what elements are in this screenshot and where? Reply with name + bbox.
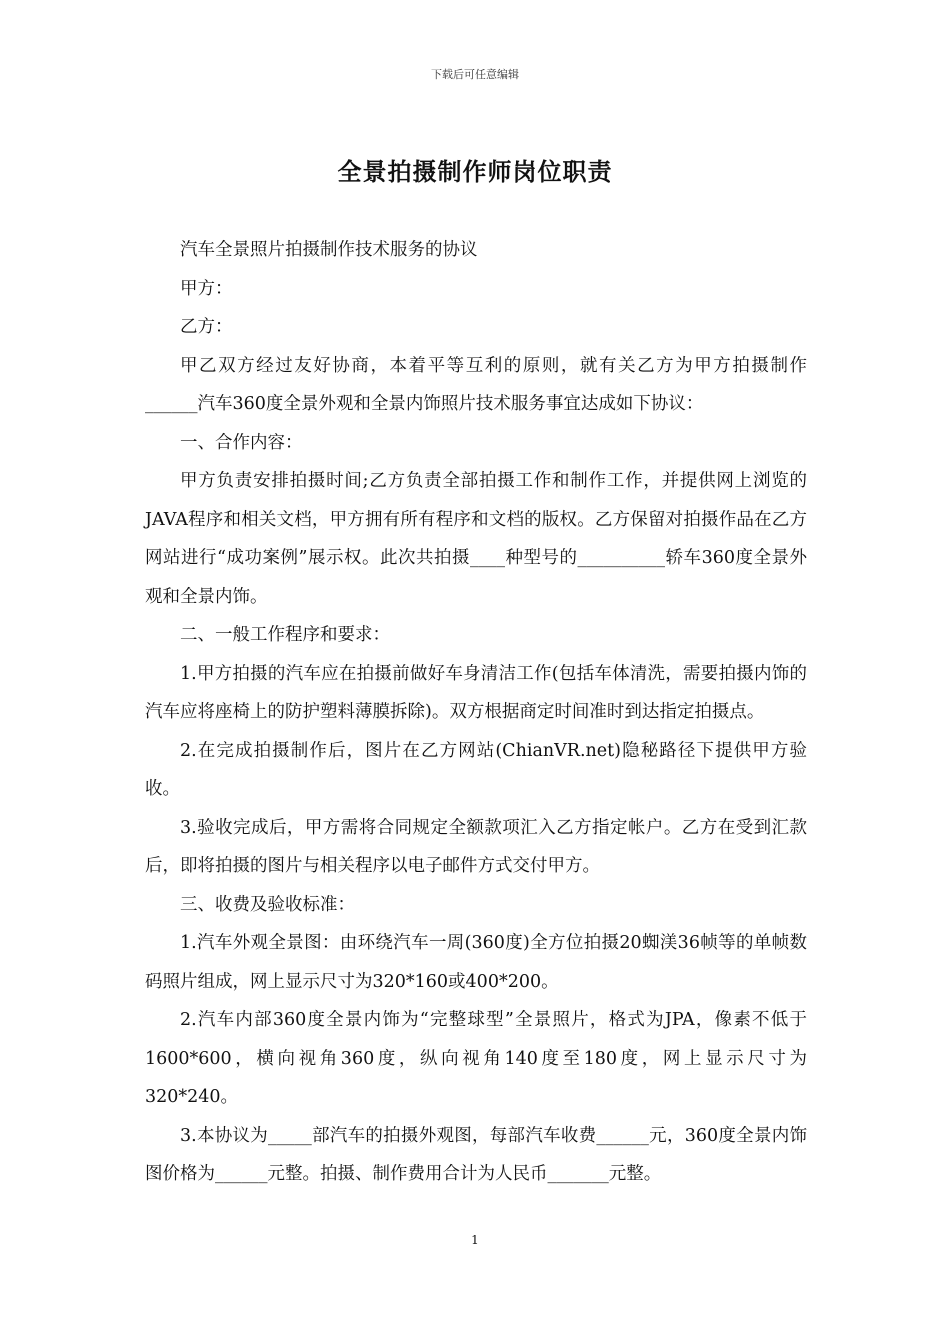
paragraph-procedure-3: 3.验收完成后，甲方需将合同规定全额款项汇入乙方指定帐户。乙方在受到汇款后，即将拍摄的图片与相关程序以电子邮件方式交付甲方。 xyxy=(145,817,807,876)
document-title: 全景拍摄制作师岗位职责 xyxy=(337,157,613,186)
paragraph-procedure-1: 1.甲方拍摄的汽车应在拍摄前做好车身清洁工作(包括车体清洗，需要拍摄内饰的汽车应将座椅上的防护塑料薄膜拆除)。双方根据商定时间准时到达指定拍摄点。 xyxy=(145,663,807,722)
paragraph-agreement-name: 汽车全景照片拍摄制作技术服务的协议 xyxy=(180,240,478,260)
paragraph-standard-2: 2.汽车内部360度全景内饰为“完整球型”全景照片，格式为JPA，像素不低于1600*600，横向视角360度，纵向视角140度至180度，网上显示尺寸为320*240。 xyxy=(145,1010,807,1107)
paragraph-standard-1: 1.汽车外观全景图：由环绕汽车一周(360度)全方位拍摄20蜘渼36帧等的单帧数码照片组成，网上显示尺寸为320*160或400*200。 xyxy=(145,933,807,992)
page-number: 1 xyxy=(471,1233,479,1247)
paragraph-party-a: 甲方： xyxy=(180,278,233,299)
section-heading-3: 三、收费及验收标准： xyxy=(180,894,355,915)
document-body xyxy=(145,231,807,1194)
paragraph-procedure-2: 2.在完成拍摄制作后，图片在乙方网站(ChianVR.net)隐秘路径下提供甲方验收。 xyxy=(145,740,807,799)
paragraph-cooperation: 甲方负责安排拍摄时间;乙方负责全部拍摄工作和制作工作，并提供网上浏览的JAVA程序和相关文档，甲方拥有所有程序和文档的版权。乙方保留对拍摄作品在乙方网站进行“成功案例”展示权。此次共拍摄____种型号的__________轿车360度全景外观和全景内饰。 xyxy=(145,471,807,607)
section-heading-2: 二、一般工作程序和要求： xyxy=(180,625,390,645)
paragraph-standard-3: 3.本协议为_____部汽车的拍摄外观图，每部汽车收费______元，360度全景内饰图价格为______元整。拍摄、制作费用合计为人民币_______元整。 xyxy=(145,1125,807,1184)
section-heading-1: 一、合作内容： xyxy=(180,432,303,453)
paragraph-party-b: 乙方： xyxy=(180,317,233,337)
paragraph-preamble: 甲乙双方经过友好协商，本着平等互利的原则，就有关乙方为甲方拍摄制作______汽车360度全景外观和全景内饰照片技术服务事宜达成如下协议： xyxy=(145,355,807,414)
header-note: 下载后可任意编辑 xyxy=(431,68,519,81)
